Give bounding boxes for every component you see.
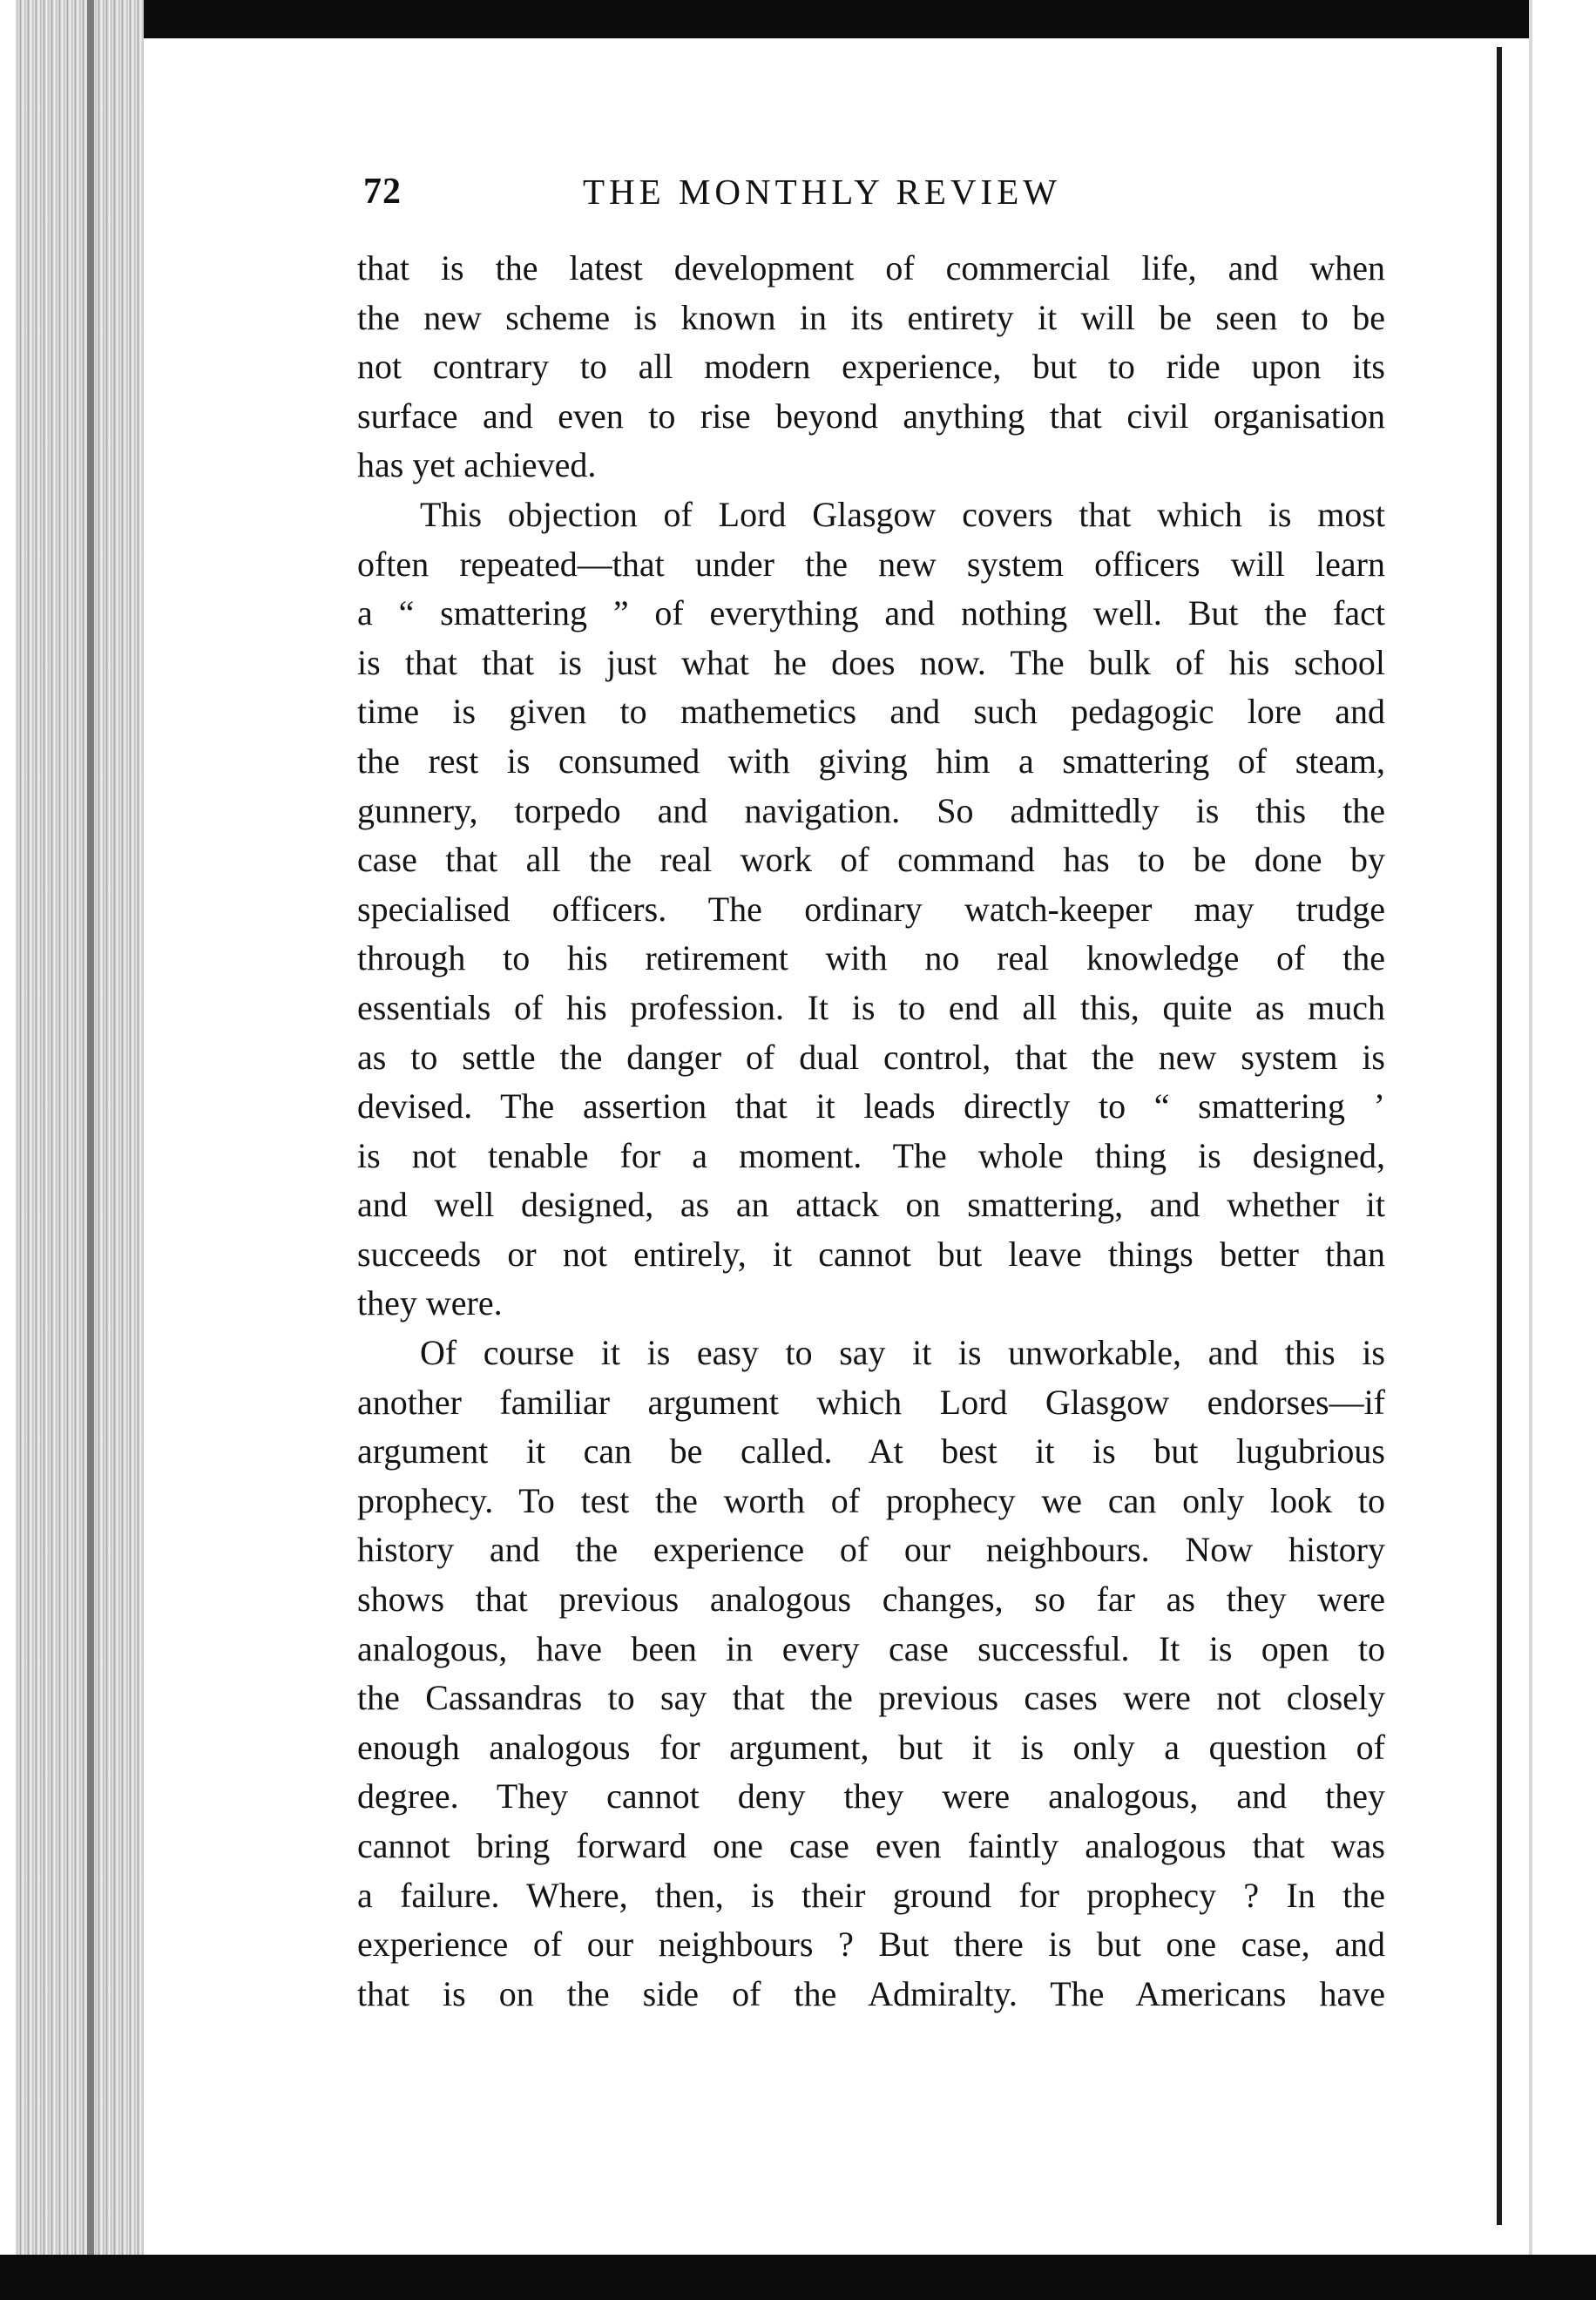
text-line: is not tenable for a moment. The whole thing is designed, <box>357 1135 1385 1175</box>
text-line: that is on the side of the Admiralty. The Americans have <box>357 1973 1385 2013</box>
text-line: a failure. Where, then, is their ground for prophecy ? In the <box>357 1875 1385 1915</box>
text-line: that is the latest development of commercial life, and when <box>357 248 1385 288</box>
text-line: cannot bring forward one case even faintly analogous that was <box>357 1826 1385 1865</box>
paragraph-end-line: they were. <box>357 1283 503 1323</box>
gutter-line <box>1497 47 1502 2225</box>
paragraph-start-line: Of course it is easy to say it is unworkable, and this is <box>420 1333 1385 1373</box>
paragraph-start-line: This objection of Lord Glasgow covers that which is most <box>420 494 1385 534</box>
text-line: analogous, have been in every case successful. It is open to <box>357 1628 1385 1668</box>
scan-border-top <box>0 0 1596 38</box>
journal-title: THE MONTHLY REVIEW <box>583 172 1061 212</box>
text-line: enough analogous for argument, but it is only a question of <box>357 1727 1385 1767</box>
text-line: specialised officers. The ordinary watch-keeper may trudge <box>357 889 1385 929</box>
body-text <box>357 244 1385 2019</box>
text-line: succeeds or not entirely, it cannot but leave things better than <box>357 1234 1385 1274</box>
text-line: often repeated—that under the new system officers will learn <box>357 544 1385 584</box>
text-line: shows that previous analogous changes, so far as they were <box>357 1580 1385 1620</box>
text-line: time is given to mathemetics and such pedagogic lore and <box>357 692 1385 732</box>
text-line: case that all the real work of command has to be done by <box>357 840 1385 880</box>
paragraph-end-line: has yet achieved. <box>357 445 597 485</box>
text-line: prophecy. To test the worth of prophecy we can only look to <box>357 1480 1385 1520</box>
text-line: devised. The assertion that it leads directly to “ smattering ’ <box>357 1086 1385 1126</box>
text-line: gunnery, torpedo and navigation. So admittedly is this the <box>357 790 1385 830</box>
running-header <box>363 171 1184 223</box>
text-line: history and the experience of our neighbours. Now history <box>357 1530 1385 1570</box>
scan-border-bottom <box>0 2255 1596 2300</box>
text-line: another familiar argument which Lord Glasgow endorses—if <box>357 1382 1385 1422</box>
text-line: as to settle the danger of dual control, that the new system is <box>357 1037 1385 1077</box>
text-line: not contrary to all modern experience, but to ride upon its <box>357 347 1385 387</box>
text-line: experience of our neighbours ? But there is but one case, and <box>357 1925 1385 1965</box>
right-margin <box>1529 0 1596 2300</box>
text-line: argument it can be called. At best it is but lugubrious <box>357 1431 1385 1471</box>
text-line: is that that is just what he does now. The bulk of his school <box>357 642 1385 682</box>
text-line: surface and even to rise beyond anything that civil organisation <box>357 396 1385 436</box>
text-line: and well designed, as an attack on smattering, and whether it <box>357 1185 1385 1225</box>
text-line: the Cassandras to say that the previous cases were not closely <box>357 1678 1385 1718</box>
text-line: degree. They cannot deny they were analogous, and they <box>357 1776 1385 1816</box>
text-line: the rest is consumed with giving him a smattering of steam, <box>357 741 1385 781</box>
text-line: a “ smattering ” of everything and nothing well. But the fact <box>357 593 1385 633</box>
text-line: essentials of his profession. It is to end all this, quite as much <box>357 987 1385 1027</box>
book-page-edges <box>0 0 144 2300</box>
text-line: through to his retirement with no real knowledge of the <box>357 938 1385 978</box>
text-line: the new scheme is known in its entirety it will be seen to be <box>357 297 1385 337</box>
page-number: 72 <box>363 172 402 212</box>
